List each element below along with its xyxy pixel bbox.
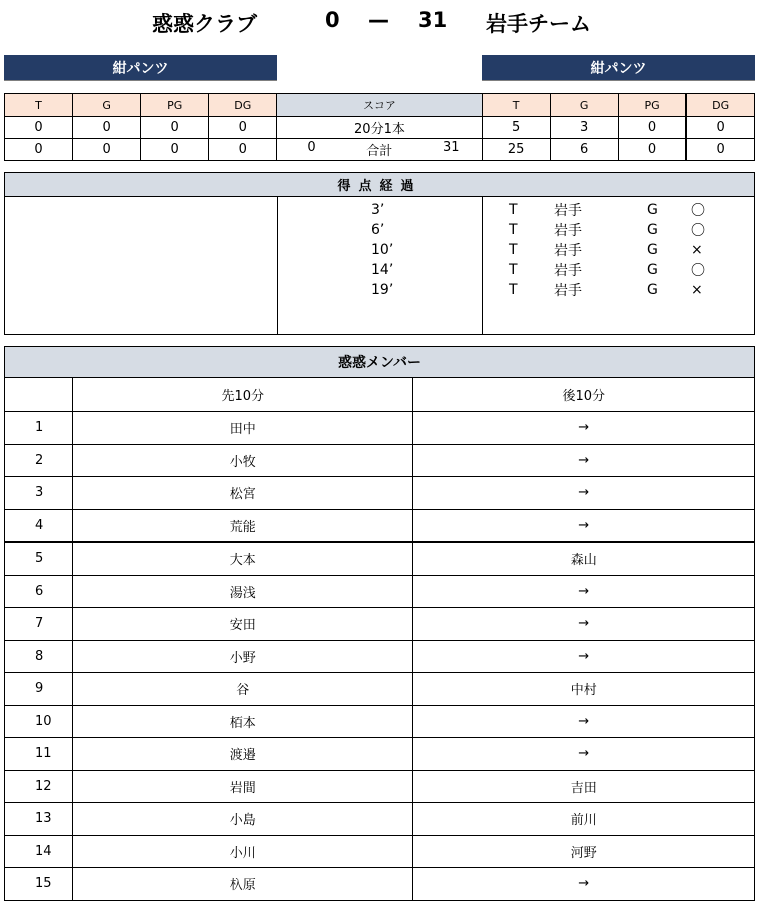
home-pg-total: 0 — [141, 139, 209, 161]
member-first-half: 安田 — [72, 608, 413, 641]
event-type: T — [509, 262, 518, 278]
home-pants-banner: 紺パンツ — [4, 55, 277, 80]
member-first-half: 松宮 — [72, 477, 413, 510]
away-pg-period: 0 — [618, 117, 686, 139]
event-result: × — [691, 282, 703, 298]
score-dash: — — [368, 8, 389, 32]
period-label: 20分1本 — [277, 117, 482, 139]
total-label: 合計 — [366, 144, 393, 159]
member-second-half: 吉田 — [413, 770, 755, 803]
away-pg-total: 0 — [618, 139, 686, 161]
home-banner-underline — [4, 80, 277, 81]
score-period-row — [5, 117, 755, 139]
away-header-g: G — [550, 94, 618, 117]
member-first-half: 渡邉 — [72, 738, 413, 771]
member-second-half: → — [413, 444, 755, 477]
home-header-pg: PG — [141, 94, 209, 117]
members-title-row — [5, 347, 755, 378]
event-team: 岩手 — [554, 243, 582, 259]
member-number: 12 — [5, 770, 73, 803]
member-first-half: 小川 — [72, 835, 413, 868]
member-number: 7 — [5, 608, 73, 641]
event-conversion: G — [647, 282, 658, 298]
member-second-half: → — [413, 477, 755, 510]
member-row — [5, 412, 755, 445]
member-number: 4 — [5, 509, 73, 542]
home-t-total: 0 — [5, 139, 73, 161]
member-number: 13 — [5, 803, 73, 836]
member-first-half: 湯浅 — [72, 575, 413, 608]
event-result: 〇 — [691, 203, 705, 219]
member-second-half: → — [413, 705, 755, 738]
home-t-period: 0 — [5, 117, 73, 139]
member-number: 6 — [5, 575, 73, 608]
event-team: 岩手 — [554, 283, 582, 299]
member-second-half: → — [413, 738, 755, 771]
member-second-half: → — [413, 640, 755, 673]
away-dg-period: 0 — [686, 117, 754, 139]
event-time: 19’ — [371, 282, 394, 298]
member-number: 10 — [5, 705, 73, 738]
scoring-progress-panel — [4, 172, 755, 335]
home-score: 0 — [325, 8, 340, 32]
event-team: 岩手 — [554, 203, 582, 219]
member-first-half: 栢本 — [72, 705, 413, 738]
member-row — [5, 835, 755, 868]
member-row — [5, 477, 755, 510]
members-header-second: 後10分 — [413, 378, 755, 412]
member-row — [5, 803, 755, 836]
member-row — [5, 705, 755, 738]
member-second-half: → — [413, 509, 755, 542]
home-g-total: 0 — [73, 139, 141, 161]
member-number: 1 — [5, 412, 73, 445]
home-header-t: T — [5, 94, 73, 117]
members-header-row — [5, 378, 755, 412]
member-row — [5, 608, 755, 641]
members-table — [4, 346, 755, 901]
event-type: T — [509, 242, 518, 258]
home-dg-total: 0 — [209, 139, 277, 161]
member-first-half: 大本 — [72, 542, 413, 575]
away-header-pg: PG — [618, 94, 686, 117]
total-cell — [277, 139, 482, 161]
event-conversion: G — [647, 242, 658, 258]
member-number: 14 — [5, 835, 73, 868]
home-header-dg: DG — [209, 94, 277, 117]
progress-divider-right — [482, 197, 483, 334]
event-result: 〇 — [691, 263, 705, 279]
away-t-total: 25 — [482, 139, 550, 161]
event-conversion: G — [647, 202, 658, 218]
score-total-row — [5, 139, 755, 161]
event-type: T — [509, 202, 518, 218]
home-g-period: 0 — [73, 117, 141, 139]
member-number: 2 — [5, 444, 73, 477]
event-type: T — [509, 282, 518, 298]
members-header-first: 先10分 — [72, 378, 413, 412]
member-number: 11 — [5, 738, 73, 771]
member-second-half: 森山 — [413, 542, 755, 575]
member-first-half: 岩間 — [72, 770, 413, 803]
member-second-half: → — [413, 608, 755, 641]
away-t-period: 5 — [482, 117, 550, 139]
away-g-period: 3 — [550, 117, 618, 139]
member-second-half: → — [413, 412, 755, 445]
member-number: 8 — [5, 640, 73, 673]
member-row — [5, 673, 755, 706]
away-total: 31 — [443, 140, 460, 155]
members-body — [5, 412, 755, 901]
event-time: 10’ — [371, 242, 394, 258]
event-conversion: G — [647, 262, 658, 278]
members-header-no — [5, 378, 73, 412]
score-header-row — [5, 94, 755, 117]
away-score: 31 — [418, 8, 448, 32]
member-second-half: 中村 — [413, 673, 755, 706]
event-time: 3’ — [371, 202, 385, 218]
member-row — [5, 509, 755, 542]
home-header-g: G — [73, 94, 141, 117]
member-second-half: → — [413, 868, 755, 901]
score-header-label: スコア — [277, 94, 482, 117]
home-total: 0 — [307, 140, 316, 155]
member-number: 5 — [5, 542, 73, 575]
away-header-t: T — [482, 94, 550, 117]
home-dg-period: 0 — [209, 117, 277, 139]
score-table — [4, 93, 755, 161]
member-row — [5, 738, 755, 771]
member-first-half: 小牧 — [72, 444, 413, 477]
member-number: 3 — [5, 477, 73, 510]
member-first-half: 杁原 — [72, 868, 413, 901]
event-result: 〇 — [691, 223, 705, 239]
event-time: 14’ — [371, 262, 394, 278]
member-row — [5, 444, 755, 477]
member-number: 15 — [5, 868, 73, 901]
member-row — [5, 575, 755, 608]
event-time: 6’ — [371, 222, 385, 238]
home-pg-period: 0 — [141, 117, 209, 139]
member-first-half: 田中 — [72, 412, 413, 445]
members-title: 惑惑メンバー — [5, 347, 755, 378]
event-type: T — [509, 222, 518, 238]
member-row — [5, 640, 755, 673]
member-row — [5, 770, 755, 803]
event-team: 岩手 — [554, 223, 582, 239]
event-conversion: G — [647, 222, 658, 238]
away-header-dg: DG — [686, 94, 754, 117]
away-banner-underline — [482, 80, 755, 81]
away-dg-total: 0 — [686, 139, 754, 161]
away-team-name: 岩手チーム — [486, 12, 591, 36]
home-team-name: 惑惑クラブ — [152, 12, 257, 36]
member-second-half: 河野 — [413, 835, 755, 868]
progress-divider-left — [277, 197, 278, 334]
member-first-half: 谷 — [72, 673, 413, 706]
away-g-total: 6 — [550, 139, 618, 161]
member-second-half: 前川 — [413, 803, 755, 836]
event-team: 岩手 — [554, 263, 582, 279]
member-first-half: 小野 — [72, 640, 413, 673]
member-number: 9 — [5, 673, 73, 706]
member-second-half: → — [413, 575, 755, 608]
scoring-progress-title: 得点経過 — [5, 173, 754, 197]
member-first-half: 荒能 — [72, 509, 413, 542]
member-row — [5, 868, 755, 901]
member-row — [5, 542, 755, 575]
member-first-half: 小島 — [72, 803, 413, 836]
event-result: × — [691, 242, 703, 258]
away-pants-banner: 紺パンツ — [482, 55, 755, 80]
